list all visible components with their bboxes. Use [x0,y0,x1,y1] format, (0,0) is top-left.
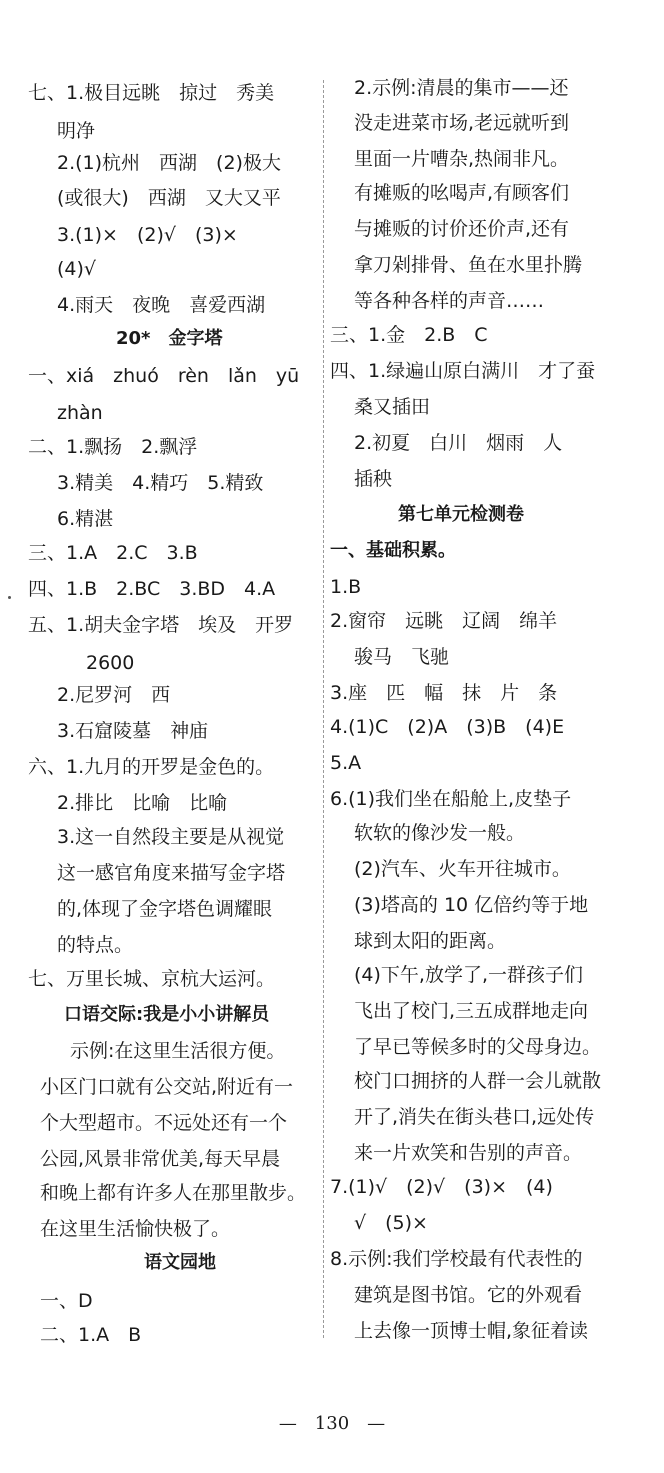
right-column [330,0,664,1473]
scan-speck [8,596,11,599]
answer-line: 里面一片嘈杂,热闹非凡。 [354,148,570,170]
pinyin-line: 一、xiá zhuó rèn lǎn yū [28,365,300,387]
answer-line: 四、1.B 2.BC 3.BD 4.A [28,578,276,600]
answer-line: 2600 [86,652,135,674]
answer-line: 等各种各样的声音…… [354,290,545,312]
answer-line: 三、1.A 2.C 3.B [28,542,198,564]
answer-line: 与摊贩的讨价还价声,还有 [354,218,570,240]
answer-line: 一、D [40,1290,93,1312]
answer-line: 二、1.A B [40,1324,142,1346]
answer-line: 8.示例:我们学校最有代表性的 [330,1248,583,1270]
answer-line: 七、1.极目远眺 掠过 秀美 [28,82,275,104]
answer-line: 来一片欢笑和告别的声音。 [354,1142,583,1164]
answer-line: 在这里生活愉快极了。 [40,1218,231,1240]
answer-line: 球到太阳的距离。 [354,930,507,952]
answer-line: 的特点。 [57,934,134,956]
pinyin-line: zhàn [57,402,103,424]
answer-line: 示例:在这里生活很方便。 [70,1040,286,1062]
answer-line: 七、万里长城、京杭大运河。 [28,968,276,990]
answer-line: 的,体现了金字塔色调耀眼 [57,898,273,920]
section-heading: 语文园地 [144,1252,216,1273]
answer-line: 校门口拥挤的人群一会儿就散 [354,1070,602,1092]
answer-line: (或很大) 西湖 又大又平 [57,187,281,209]
answer-line: 7.(1)√ (2)√ (3)× (4) [330,1176,553,1198]
answer-line: 了早已等候多时的父母身边。 [354,1036,602,1058]
answer-line: 拿刀剁排骨、鱼在水里扑腾 [354,254,583,276]
answer-line: 和晚上都有许多人在那里散步。 [40,1182,307,1204]
answer-line: 6.精湛 [57,508,114,530]
answer-line: 四、1.绿遍山原白满川 才了蚕 [330,360,596,382]
answer-line: 软软的像沙发一般。 [354,822,526,844]
left-column [0,0,320,1473]
answer-line: 明净 [57,120,96,142]
answer-line: 2.示例:清晨的集市——还 [354,77,569,99]
answer-line: 这一感官角度来描写金字塔 [57,862,286,884]
unit-test-title: 第七单元检测卷 [398,504,524,525]
answer-line: 4.(1)C (2)A (3)B (4)E [330,716,565,738]
answer-line: (2)汽车、火车开往城市。 [354,858,571,880]
answer-line: 3.石窟陵墓 神庙 [57,720,209,742]
answer-line: (4)下午,放学了,一群孩子们 [354,964,583,986]
answer-line: 插秧 [354,468,393,490]
answer-line: 有摊贩的吆喝声,有顾客们 [354,182,570,204]
answer-line: 3.这一自然段主要是从视觉 [57,826,285,848]
answer-line: 2.尼罗河 西 [57,684,171,706]
answer-line: (3)塔高的 10 亿倍约等于地 [354,894,589,916]
answer-line: 骏马 飞驰 [354,646,450,668]
answer-line: 3.精美 4.精巧 5.精致 [57,472,264,494]
answer-line: 1.B [330,576,362,598]
answer-line: 3.(1)× (2)√ (3)× [57,224,238,246]
answer-line: 公园,风景非常优美,每天早晨 [40,1148,281,1170]
answer-line: 6.(1)我们坐在船舱上,皮垫子 [330,788,572,810]
answer-line: 小区门口就有公交站,附近有一 [40,1076,294,1098]
answer-line: 2.窗帘 远眺 辽阔 绵羊 [330,610,558,632]
answer-line: √ (5)× [354,1212,428,1234]
answer-line: 没走进菜市场,老远就听到 [354,112,570,134]
answer-line: 二、1.飘扬 2.飘浮 [28,436,198,458]
answer-line: 上去像一顶博士帽,象征着读 [354,1320,589,1342]
answer-line: 个大型超市。不远处还有一个 [40,1112,288,1134]
answer-line: 三、1.金 2.B C [330,324,488,346]
answer-line: 3.座 匹 幅 抹 片 条 [330,682,558,704]
section-heading: 20* 金字塔 [116,328,223,349]
answer-line: 六、1.九月的开罗是金色的。 [28,756,275,778]
answer-line: 开了,消失在街头巷口,远处传 [354,1106,595,1128]
answer-line: 2.(1)杭州 西湖 (2)极大 [57,152,281,174]
answer-line: 4.雨天 夜晚 喜爱西湖 [57,294,266,316]
answer-line: (4)√ [57,258,97,280]
answer-line: 建筑是图书馆。它的外观看 [354,1284,583,1306]
column-divider [323,80,324,1338]
page-number: — 130 — [278,1413,386,1434]
answer-line: 五、1.胡夫金字塔 埃及 开罗 [28,614,294,636]
section-heading: 一、基础积累。 [330,540,456,561]
answer-line: 飞出了校门,三五成群地走向 [354,1000,589,1022]
answer-line: 2.排比 比喻 比喻 [57,792,228,814]
answer-line: 桑又插田 [354,396,431,418]
section-heading: 口语交际:我是小小讲解员 [64,1004,270,1025]
answer-line: 5.A [330,752,362,774]
answer-line: 2.初夏 白川 烟雨 人 [354,432,563,454]
